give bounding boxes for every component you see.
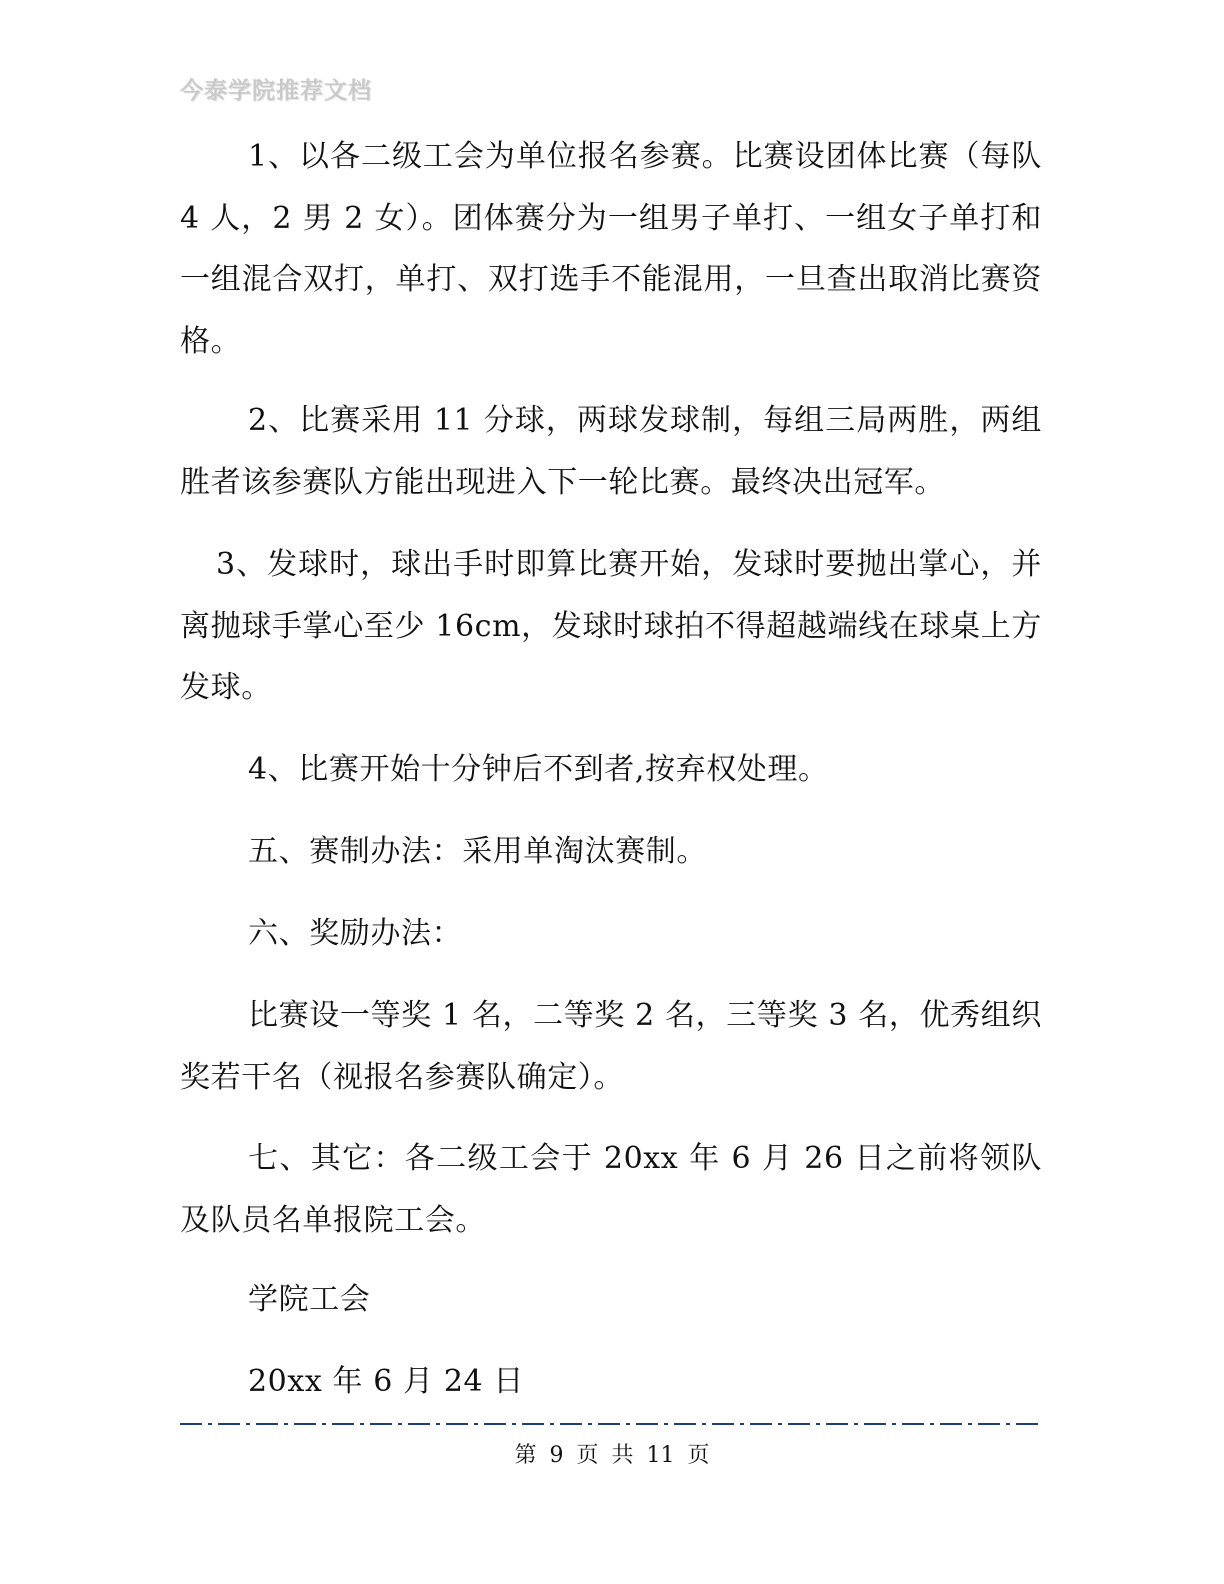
paragraph-section-seven: 七、其它：各二级工会于 20xx 年 6 月 26 日之前将领队及队员名单报院工会。 [180, 1141, 1042, 1238]
paragraph-rule-2: 2、比赛采用 11 分球，两球发球制，每组三局两胜，两组胜者该参赛队方能出现进入下一轮比赛。最终决出冠军。 [180, 403, 1042, 500]
paragraph-section-five: 五、赛制办法：采用单淘汰赛制。 [248, 834, 707, 869]
paragraph-awards: 比赛设一等奖 1 名，二等奖 2 名，三等奖 3 名，优秀组织奖若干名（视报名参赛队确定）。 [180, 998, 1042, 1095]
paragraph-rule-3: 3、发球时，球出手时即算比赛开始，发球时要抛出掌心，并离抛球手掌心至少 16cm，发球时球拍不得超越端线在球桌上方发球。 [180, 547, 1042, 705]
paragraph-rule-4: 4、比赛开始十分钟后不到者,按弃权处理。 [248, 752, 829, 787]
signature-organization: 学院工会 [248, 1282, 371, 1317]
paragraph-rule-1: 1、以各二级工会为单位报名参赛。比赛设团体比赛（每队 4 人，2 男 2 女）。团体赛分为一组男子单打、一组女子单打和一组混合双打，单打、双打选手不能混用，一旦查出取消比赛资格。 [180, 139, 1042, 359]
document-header: 今泰学院推荐文档 [180, 77, 372, 104]
page-number: 第 9 页 共 11 页 [514, 1443, 710, 1468]
paragraph-section-six: 六、奖励办法： [248, 916, 463, 951]
signature-date: 20xx 年 6 月 24 日 [248, 1364, 524, 1399]
footer-divider [180, 1421, 1040, 1427]
